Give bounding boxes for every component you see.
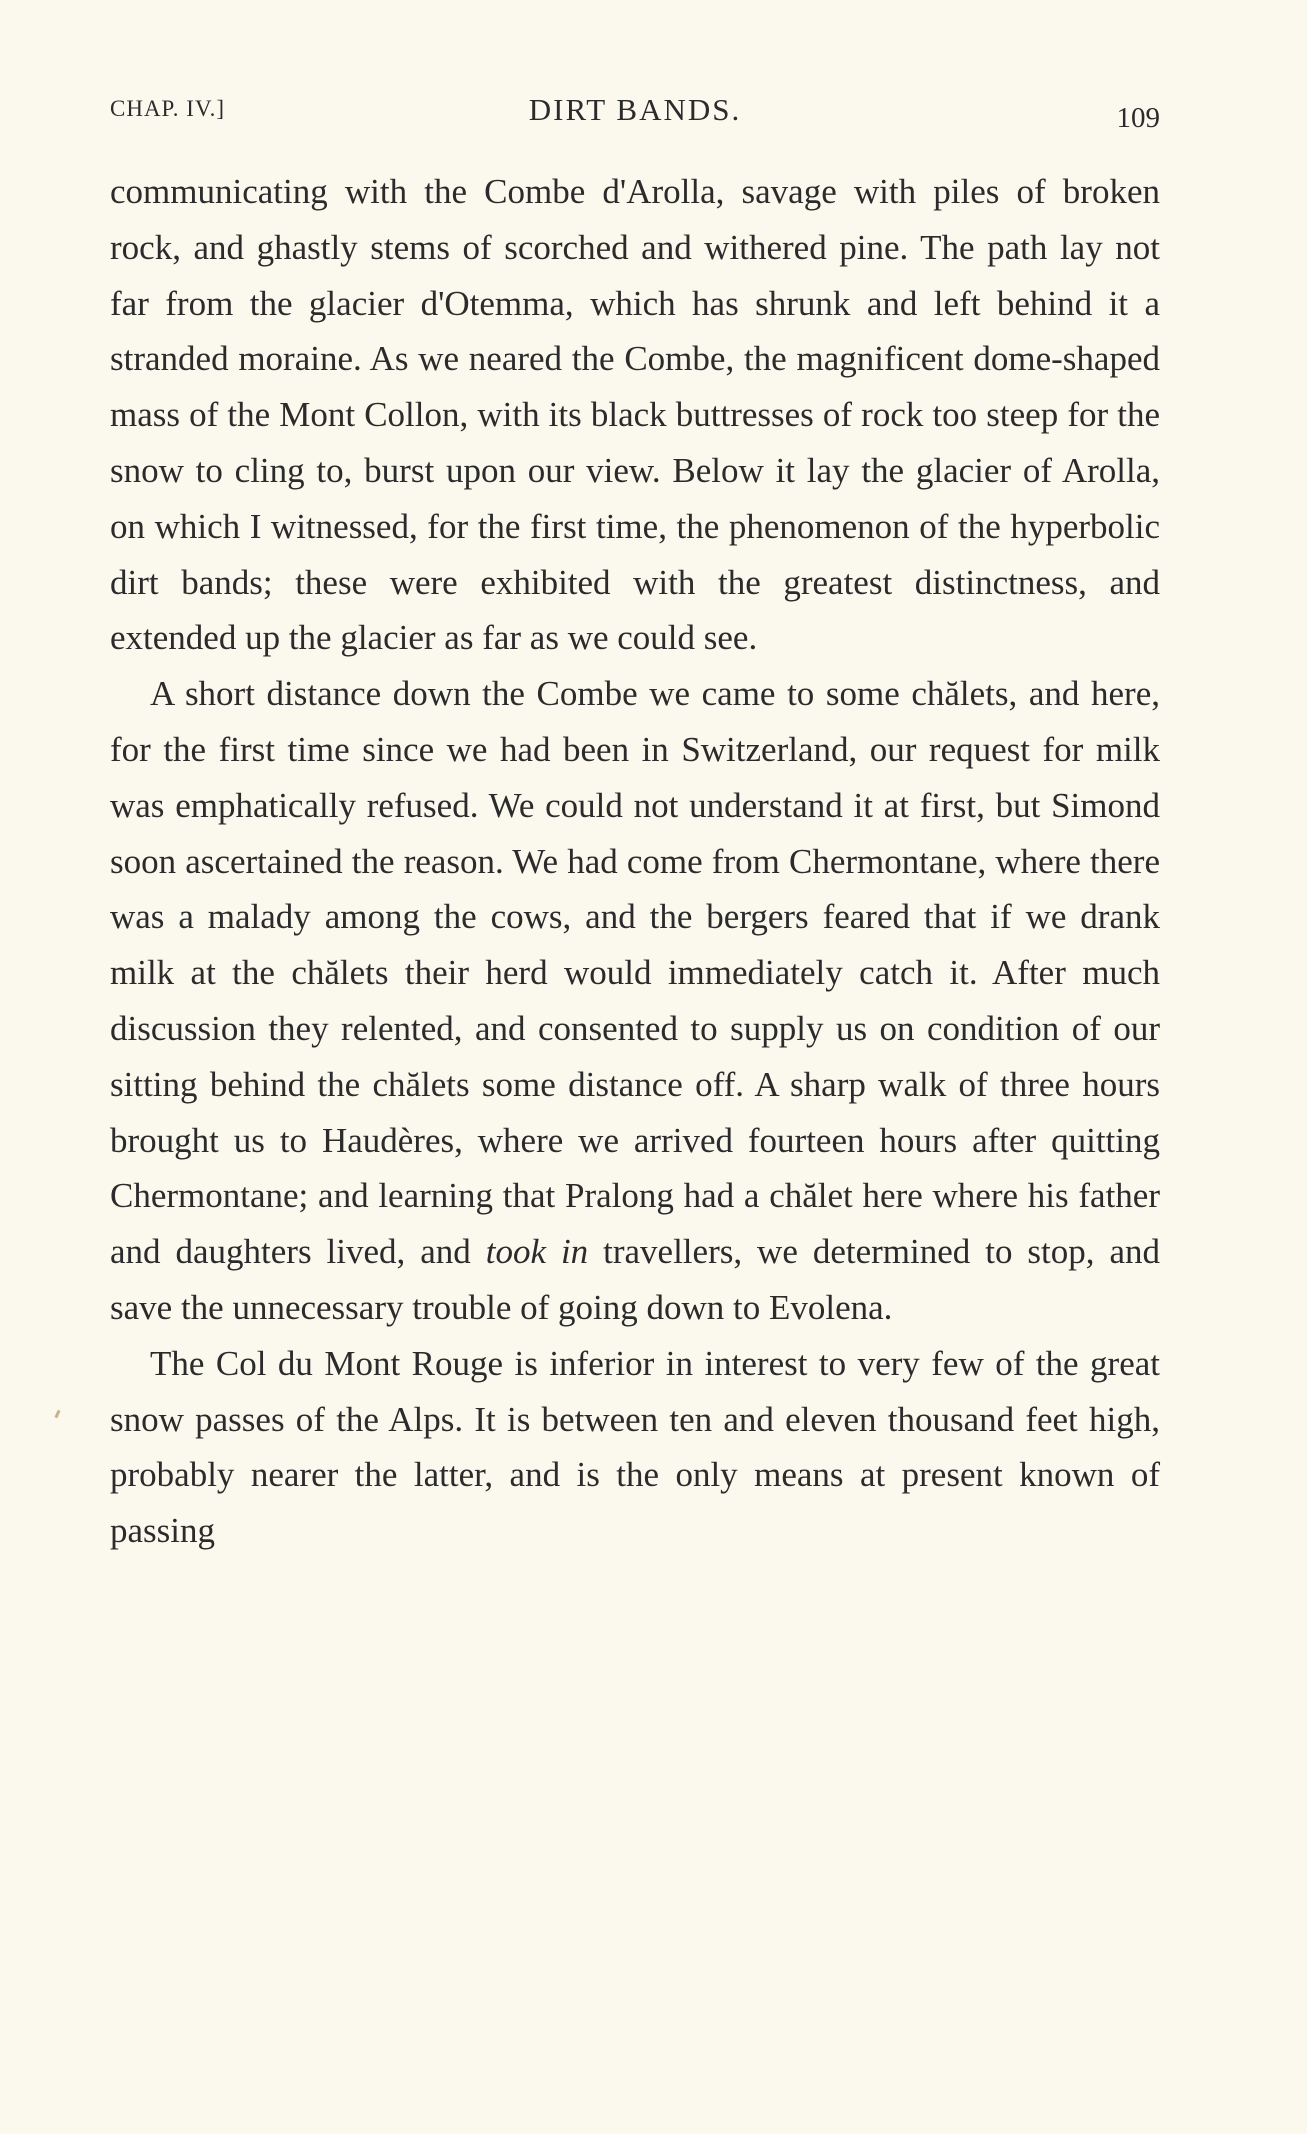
paragraph-2-part-1: A short distance down the Combe we came to some chălets, and here, for the first time since we had been in Switzerland, our request for milk was emphatically refused. We could not understand it at first, but Simond soon ascertained the reason. We had come from Chermontane, where there was a malady among the cows, and the bergers feared that if we drank milk at the chălets their herd would immediately catch it. After much discussion they relented, and consented to supply us on condition of our sitting behind the chălets some distance off. A sharp walk of three hours brought us to Haudères, where we arrived fourteen hours after quitting Chermontane; and learning that Pralong had a chălet here where his father and daughters lived, and [110,674,1160,1272]
paragraph-3: The Col du Mont Rouge is inferior in interest to very few of the great snow passes of the Alps. It is between ten and eleven thousand feet high, probably nearer the latter, and is the only means at present known of passing [110,1343,1160,1551]
running-head [110,92,1160,136]
page-heading: DIRT BANDS. [528,92,742,127]
paragraph-1: communicating with the Combe d'Arolla, savage with piles of broken rock, and ghastly stems of scorched and withered pine. The path lay not far from the glacier d'Otemma, which has shrunk and left behind it a stranded moraine. As we neared the Combe, the magnificent dome-shaped mass of the Mont Collon, with its black buttresses of rock too steep for the snow to cling to, burst upon our view. Below it lay the glacier of Arolla, on which I witnessed, for the first time, the phenomenon of the hyperbolic dirt bands; these were exhibited with the greatest distinctness, and extended up the glacier as far as we could see. [110,172,1160,658]
page-number: 109 [1116,102,1160,134]
chapter-label: CHAP. IV.] [110,96,226,121]
paragraph-2-part-2: travellers, we determined to stop, and save the unnecessary trouble of going down to Evolena. [110,1232,1160,1327]
paragraph-2-italic: took in [485,1232,589,1272]
paragraph-2 [110,666,1160,1336]
margin-mark [54,1410,60,1419]
body-text [110,164,1160,1559]
